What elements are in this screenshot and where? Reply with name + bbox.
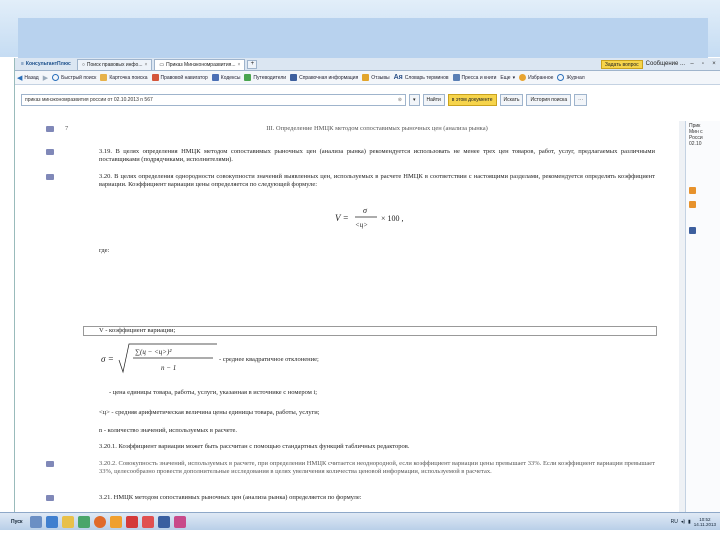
right-pane-line: 02.10 — [689, 141, 702, 147]
toolbar-item-search-card[interactable]: Карточка поиска — [100, 74, 147, 81]
in-document-button[interactable]: в этом документе — [448, 94, 497, 106]
arrow-right-icon: ▶ — [42, 74, 49, 82]
search-history-button[interactable]: История поиска — [526, 94, 571, 106]
toolbar-item-journal[interactable]: Журнал — [557, 74, 584, 81]
star-icon — [519, 74, 526, 81]
taskbar-app-icon[interactable] — [142, 516, 154, 528]
taskbar-app-icon[interactable] — [158, 516, 170, 528]
close-icon[interactable]: × — [237, 61, 241, 68]
ci-definition: - цена единицы товара, работы, услуги, указанная в источнике с номером i; — [109, 389, 318, 396]
document-view — [15, 121, 679, 526]
chapter-title: III. Определение НМЦК методом сопоставимых рыночных цен (анализа рынка) — [266, 125, 488, 132]
avg-definition: <ц> - средняя арифметическая величина цены единицы товара, работы, услуги; — [99, 409, 320, 416]
search-icon: ○ — [81, 61, 85, 68]
bookmark-icon[interactable] — [46, 149, 54, 155]
taskbar-app-icon[interactable] — [78, 516, 90, 528]
system-tray — [671, 517, 720, 527]
folder-icon[interactable] — [62, 516, 74, 528]
tab-document[interactable] — [154, 59, 245, 70]
back-button[interactable] — [17, 74, 39, 82]
search-value: приказ минэкономразвития россии от 02.10.2013 n 567 — [25, 97, 153, 103]
navigator-icon — [152, 74, 159, 81]
clock-time: 10:52 — [699, 516, 711, 522]
bookmark-icon[interactable] — [46, 126, 54, 132]
n-definition: n - количество значений, используемых в расчете. — [99, 427, 237, 434]
reference-icon — [290, 74, 297, 81]
slide-band — [18, 18, 708, 58]
clear-icon[interactable]: ⊗ — [397, 97, 402, 103]
back-label: Назад — [24, 74, 39, 81]
taskbar-app-icon[interactable] — [110, 516, 122, 528]
taskbar-app-icon[interactable] — [46, 516, 58, 528]
v-definition: V - коэффициент вариации; — [99, 327, 176, 334]
tab-bar — [15, 58, 720, 71]
formula-sigma — [99, 340, 219, 378]
dropdown-button[interactable]: ▾ — [409, 94, 420, 106]
volume-icon[interactable]: ◂) — [680, 518, 686, 525]
toolbar-item-codes[interactable]: Кодексы — [212, 74, 241, 81]
paragraph-3-20-1: 3.20.1. Коэффициент вариации может быть рассчитан с помощью стандартных функций табличных редакторов. — [99, 443, 410, 450]
forward-button[interactable] — [43, 74, 48, 82]
clock-icon — [557, 74, 564, 81]
svg-text:<ц>: <ц> — [355, 221, 368, 229]
browser-window — [14, 58, 720, 530]
tab-brand[interactable] — [17, 59, 75, 70]
toolbar-item-dictionary[interactable]: Aя Словарь терминов — [393, 74, 449, 81]
svg-text:∑(ц − <ц>)²: ∑(ц − <ц>)² — [135, 348, 172, 356]
tabbar-right — [601, 60, 720, 69]
dictionary-icon: Aя — [393, 74, 403, 81]
svg-text:σ: σ — [363, 206, 367, 215]
line-number: 7 — [65, 125, 69, 132]
search-input[interactable] — [21, 94, 406, 106]
toolbar-item-press[interactable]: Пресса и книги — [453, 74, 497, 81]
taskbar-app-icon[interactable] — [30, 516, 42, 528]
press-icon — [453, 74, 460, 81]
yandex-icon[interactable] — [126, 516, 138, 528]
ask-question-button[interactable]: Задать вопрос — [601, 60, 643, 69]
right-pane — [685, 121, 720, 526]
svg-text:V =: V = — [335, 213, 349, 223]
close-icon[interactable]: × — [144, 61, 148, 68]
paragraph-3-20: 3.20. В целях определения однородности совокупности значений выявленных цен, используемых в расчете НМЦК в соответствии с настоящими разделами, рекомендуется определять коэффициент вариации. Коэффициент вариации цены определяется по следующей формуле: — [99, 173, 655, 188]
paragraph-3-20-2: 3.20.2. Совокупность значений, используемых в расчете, при определении НМЦК считается неоднородной, если коэффициент вариации цены превышает 33%. Если коэффициент вариации превышает 33%, целесообразно провести дополнительные исследования в целях увеличения количества ценовой информации, используемой в расчетах. — [99, 460, 655, 475]
card-icon — [100, 74, 107, 81]
message-label[interactable]: Сообщение ... — [645, 61, 685, 67]
bookmark-icon[interactable] — [46, 495, 54, 501]
minimize-icon[interactable]: – — [690, 61, 694, 67]
maximize-icon[interactable]: ▫ — [701, 61, 705, 67]
toolbar-item-more[interactable]: Еще ▾ — [500, 74, 516, 81]
toolbar-item-quick-search[interactable]: Быстрый поиск — [52, 74, 96, 81]
formula-variation — [333, 199, 423, 235]
folder-icon[interactable] — [689, 201, 696, 208]
browser-icon[interactable] — [94, 516, 106, 528]
language-indicator[interactable]: RU — [670, 518, 678, 525]
paragraph-3-19: 3.19. В целях определения НМЦК методом сопоставимых рыночных цен (анализа рынка) рекомендуется использовать не менее трех цен товаров, работ, услуг, предлагаемых различными поставщиками (подрядчиками, исполнителями). — [99, 148, 655, 163]
pencil-icon — [362, 74, 369, 81]
tab-label: Приказ Минэкономразвития... — [166, 61, 236, 68]
tab-label: КонсультантПлюс — [25, 61, 71, 67]
more-button[interactable]: ⋯ — [574, 94, 587, 106]
book-icon — [212, 74, 219, 81]
taskbar-app-icon[interactable] — [174, 516, 186, 528]
toolbar-item-reference[interactable]: Справочная информация — [290, 74, 358, 81]
tab-search[interactable] — [77, 59, 153, 70]
toolbar — [15, 71, 720, 85]
toolbar-item-navigator[interactable]: Правовой навигатор — [152, 74, 208, 81]
close-window-icon[interactable]: × — [712, 61, 716, 67]
bookmark-icon[interactable] — [46, 461, 54, 467]
guide-icon — [244, 74, 251, 81]
where-label: где: — [99, 247, 110, 254]
network-icon[interactable]: ▮ — [688, 518, 691, 525]
svg-text:× 100 ,: × 100 , — [381, 214, 404, 223]
bookmark-icon[interactable] — [46, 174, 54, 180]
arrow-left-icon: ◀ — [17, 74, 23, 82]
svg-text:n − 1: n − 1 — [161, 364, 177, 372]
sigma-definition: - среднее квадратичное отклонение; — [219, 356, 319, 363]
toolbar-item-favorites[interactable]: Избранное — [519, 74, 553, 81]
search-bar — [15, 92, 720, 108]
right-pane-line: Прик — [689, 123, 701, 129]
start-button[interactable]: Пуск — [11, 518, 23, 525]
new-tab-button[interactable]: + — [247, 60, 257, 69]
document-icon[interactable] — [689, 227, 696, 234]
menu-icon: ≡ — [21, 61, 24, 67]
right-pane-line: Росси — [689, 135, 703, 141]
paragraph-3-21: 3.21. НМЦК методом сопоставимых рыночных цен (анализа рынка) определяется по формуле: — [99, 494, 362, 501]
taskbar — [0, 512, 720, 530]
tab-label: Поиск правовых инфо... — [86, 61, 143, 68]
clock-date: 14.11.2013 — [693, 521, 716, 527]
right-pane-line: Мин с — [689, 129, 703, 135]
toolbar-item-reviews[interactable]: Отзывы — [362, 74, 389, 81]
chevron-down-icon: ▾ — [512, 74, 516, 81]
find-button[interactable]: Найти — [423, 94, 445, 106]
svg-text:σ =: σ = — [101, 354, 114, 364]
document-icon: ▭ — [159, 61, 165, 68]
search-icon — [52, 74, 59, 81]
folder-icon[interactable] — [689, 187, 696, 194]
clock[interactable] — [694, 517, 716, 527]
toolbar-item-guides[interactable]: Путеводители — [244, 74, 286, 81]
search-settings-button[interactable]: Искать — [500, 94, 524, 106]
